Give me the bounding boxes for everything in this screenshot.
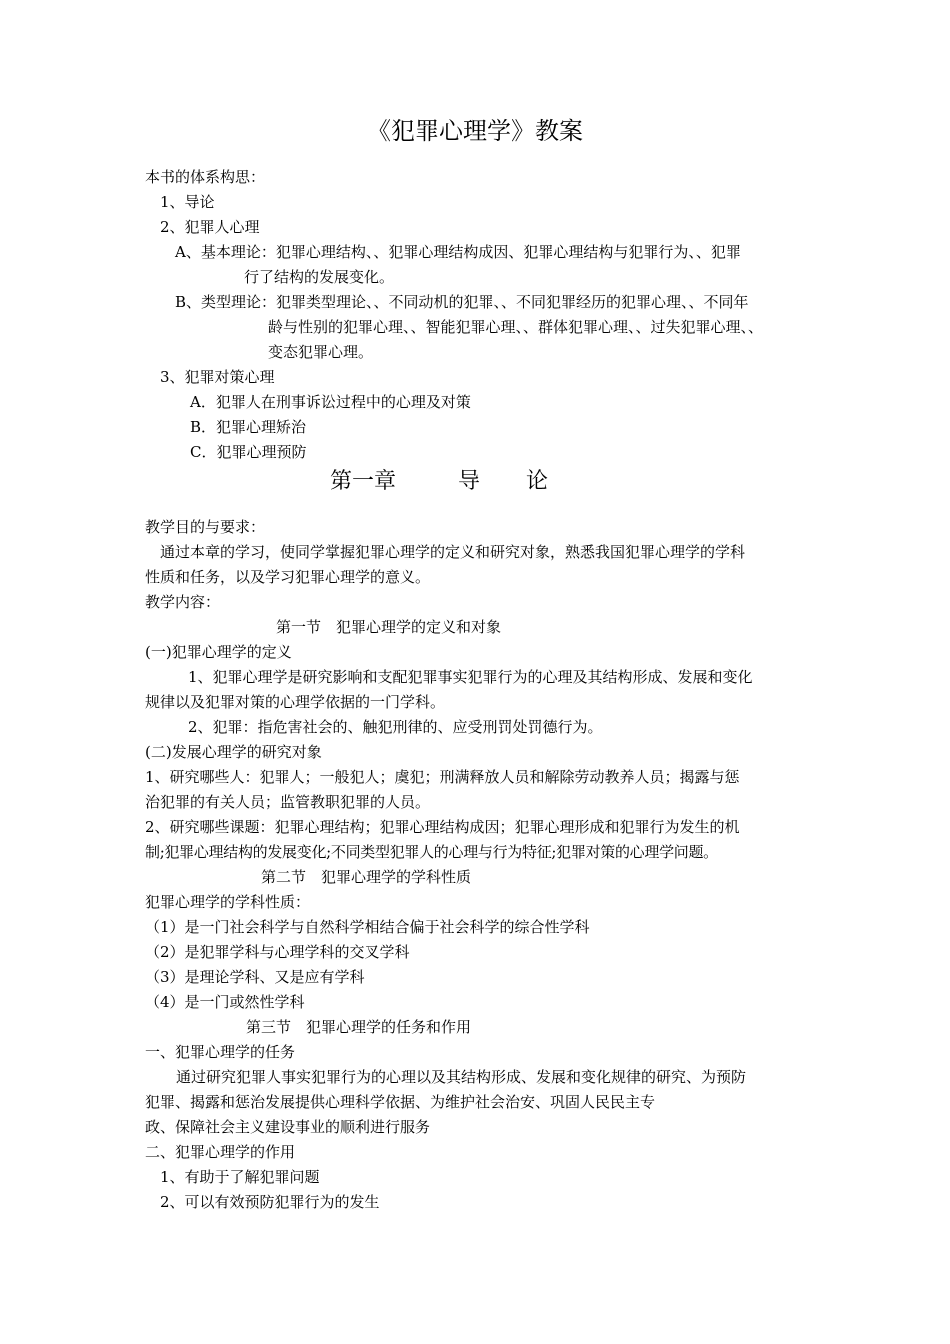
section-title: 第一节 犯罪心理学的定义和对象 bbox=[276, 618, 502, 636]
section-title: 第二节 犯罪心理学的学科性质 bbox=[261, 868, 472, 886]
list-item: （1）是一门社会科学与自然科学相结合偏于社会科学的综合性学科 bbox=[145, 918, 590, 936]
list-item: 2、可以有效预防犯罪行为的发生 bbox=[160, 1193, 380, 1211]
toc-item: 2、犯罪人心理 bbox=[160, 218, 260, 236]
toc-item: 1、导论 bbox=[160, 193, 215, 211]
toc-subitem: A．犯罪人在刑事诉讼过程中的心理及对策 bbox=[190, 393, 471, 411]
toc-heading: 本书的体系构思： bbox=[145, 168, 266, 186]
paragraph-line: 性质和任务，以及学习犯罪心理学的意义。 bbox=[145, 568, 431, 586]
paragraph-line: 规律以及犯罪对策的心理学依据的一门学科。 bbox=[145, 693, 446, 711]
toc-subitem: B、类型理论：犯罪类型理论、、不同动机的犯罪、、不同犯罪经历的犯罪心理、、不同年 bbox=[175, 293, 749, 311]
list-item: （3）是理论学科、又是应有学科 bbox=[145, 968, 365, 986]
chapter-label: 第一章 bbox=[330, 469, 397, 494]
content-heading: 教学内容： bbox=[145, 593, 221, 611]
chapter-title-part: 论 bbox=[526, 469, 549, 494]
toc-subitem-continuation: 龄与性别的犯罪心理、、智能犯罪心理、、群体犯罪心理、、过失犯罪心理、、 bbox=[268, 318, 764, 336]
list-item: （2）是犯罪学科与心理学科的交叉学科 bbox=[145, 943, 410, 961]
paragraph-line: 通过本章的学习，使同学掌握犯罪心理学的定义和研究对象，熟悉我国犯罪心理学的学科 bbox=[160, 543, 746, 561]
toc-item: 3、犯罪对策心理 bbox=[160, 368, 275, 386]
section-title: 第三节 犯罪心理学的任务和作用 bbox=[246, 1018, 472, 1036]
subsection-heading: (二)发展心理学的研究对象 bbox=[145, 743, 322, 761]
paragraph-line: 1、犯罪心理学是研究影响和支配犯罪事实犯罪行为的心理及其结构形成、发展和变化 bbox=[188, 668, 753, 686]
goals-heading: 教学目的与要求： bbox=[145, 518, 266, 536]
subsection-heading: (一)犯罪心理学的定义 bbox=[145, 643, 292, 661]
toc-subitem: C．犯罪心理预防 bbox=[190, 443, 307, 461]
paragraph-line: 政、保障社会主义建设事业的顺利进行服务 bbox=[145, 1118, 431, 1136]
paragraph-line: 2、研究哪些课题：犯罪心理结构；犯罪心理结构成因；犯罪心理形成和犯罪行为发生的机 bbox=[145, 818, 740, 836]
chapter-heading bbox=[330, 467, 548, 497]
paragraph-line: 通过研究犯罪人事实犯罪行为的心理以及其结构形成、发展和变化规律的研究、为预防 bbox=[176, 1068, 747, 1086]
chapter-title-part: 导 bbox=[458, 469, 481, 494]
paragraph-line: 1、研究哪些人：犯罪人；一般犯人；虞犯；刑满释放人员和解除劳动教养人员；揭露与惩 bbox=[145, 768, 740, 786]
subsection-heading: 二、犯罪心理学的作用 bbox=[145, 1143, 296, 1161]
paragraph-line: 犯罪心理学的学科性质： bbox=[145, 893, 311, 911]
paragraph-line: 2、犯罪：指危害社会的、触犯刑律的、应受刑罚处罚德行为。 bbox=[188, 718, 603, 736]
paragraph-line: 犯罪、揭露和惩治发展提供心理科学依据、为维护社会治安、巩固人民民主专 bbox=[145, 1093, 656, 1111]
list-item: （4）是一门或然性学科 bbox=[145, 993, 305, 1011]
subsection-heading: 一、犯罪心理学的任务 bbox=[145, 1043, 296, 1061]
toc-subitem-continuation: 变态犯罪心理。 bbox=[268, 343, 374, 361]
document-title: 《犯罪心理学》教案 bbox=[367, 117, 583, 145]
list-item: 1、有助于了解犯罪问题 bbox=[160, 1168, 320, 1186]
toc-subitem: A、基本理论：犯罪心理结构、、犯罪心理结构成因、犯罪心理结构与犯罪行为、、犯罪 bbox=[175, 243, 741, 261]
paragraph-line: 制;犯罪心理结构的发展变化;不同类型犯罪人的心理与行为特征;犯罪对策的心理学问题。 bbox=[145, 843, 718, 861]
toc-subitem: B．犯罪心理矫治 bbox=[190, 418, 307, 436]
paragraph-line: 治犯罪的有关人员；监管教职犯罪的人员。 bbox=[145, 793, 431, 811]
toc-subitem-continuation: 行了结构的发展变化。 bbox=[244, 268, 395, 286]
